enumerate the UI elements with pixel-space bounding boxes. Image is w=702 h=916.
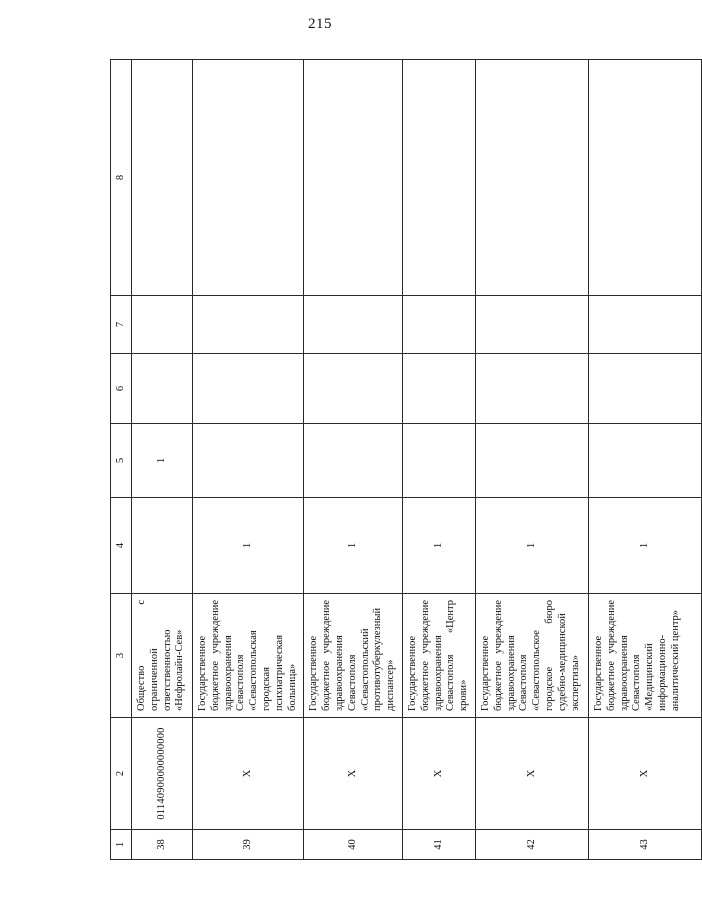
cell-col5 — [193, 424, 304, 498]
cell-col5 — [588, 424, 701, 498]
row-number: 40 — [304, 830, 403, 860]
column-header: 3 — [111, 594, 132, 718]
cell-col6 — [402, 354, 475, 424]
row-code: X — [402, 718, 475, 830]
row-number: 43 — [588, 830, 701, 860]
cell-col5 — [402, 424, 475, 498]
page-number: 215 — [308, 16, 332, 32]
organization-name: Государственное бюджетное учреждение здравоохранения Севастополя «Медицинский информационно-аналитический центр» — [588, 594, 701, 718]
cell-col5 — [304, 424, 403, 498]
row-number: 42 — [475, 830, 588, 860]
cell-col4: 1 — [475, 498, 588, 594]
table-row — [132, 60, 193, 860]
header-row — [111, 60, 132, 860]
column-header: 4 — [111, 498, 132, 594]
cell-col8 — [588, 60, 701, 296]
organization-name: Государственное бюджетное учреждение здравоохранения Севастополя «Севастопольский противотуберкулезный диспансер» — [304, 594, 403, 718]
table-row — [475, 60, 588, 860]
row-number: 39 — [193, 830, 304, 860]
column-header: 2 — [111, 718, 132, 830]
cell-col6 — [304, 354, 403, 424]
cell-col7 — [588, 296, 701, 354]
table-row — [304, 60, 403, 860]
column-header: 8 — [111, 60, 132, 296]
cell-col8 — [475, 60, 588, 296]
cell-col7 — [132, 296, 193, 354]
row-code: X — [304, 718, 403, 830]
rotated-table-container — [110, 60, 681, 860]
cell-col5 — [475, 424, 588, 498]
cell-col4: 1 — [193, 498, 304, 594]
row-number: 41 — [402, 830, 475, 860]
row-code: X — [588, 718, 701, 830]
column-header: 1 — [111, 830, 132, 860]
organization-name: Государственное бюджетное учреждение здравоохранения Севастополя «Севастопольская городская психиатрическая больница» — [193, 594, 304, 718]
organization-name: Государственное бюджетное учреждение здравоохранения Севастополя «Севастопольское городское бюро судебно-медицинской экспертизы» — [475, 594, 588, 718]
row-code: 01140900000000000 — [132, 718, 193, 830]
cell-col4: 1 — [588, 498, 701, 594]
table-row — [402, 60, 475, 860]
cell-col7 — [193, 296, 304, 354]
cell-col6 — [588, 354, 701, 424]
cell-col4: 1 — [402, 498, 475, 594]
cell-col6 — [193, 354, 304, 424]
cell-col7 — [475, 296, 588, 354]
cell-col8 — [402, 60, 475, 296]
organization-name: Общество с ограниченной ответственностью «Нефролайн-Сев» — [132, 594, 193, 718]
cell-col6 — [132, 354, 193, 424]
cell-col5: 1 — [132, 424, 193, 498]
table-row — [588, 60, 701, 860]
cell-col8 — [132, 60, 193, 296]
cell-col4: 1 — [304, 498, 403, 594]
cell-col7 — [304, 296, 403, 354]
row-code: X — [193, 718, 304, 830]
cell-col6 — [475, 354, 588, 424]
row-code: X — [475, 718, 588, 830]
cell-col7 — [402, 296, 475, 354]
column-header: 5 — [111, 424, 132, 498]
cell-col4 — [132, 498, 193, 594]
register-table — [110, 59, 702, 860]
cell-col8 — [193, 60, 304, 296]
table-row — [193, 60, 304, 860]
row-number: 38 — [132, 830, 193, 860]
column-header: 7 — [111, 296, 132, 354]
cell-col8 — [304, 60, 403, 296]
column-header: 6 — [111, 354, 132, 424]
organization-name: Государственное бюджетное учреждение здравоохранения Севастополя «Центр крови» — [402, 594, 475, 718]
